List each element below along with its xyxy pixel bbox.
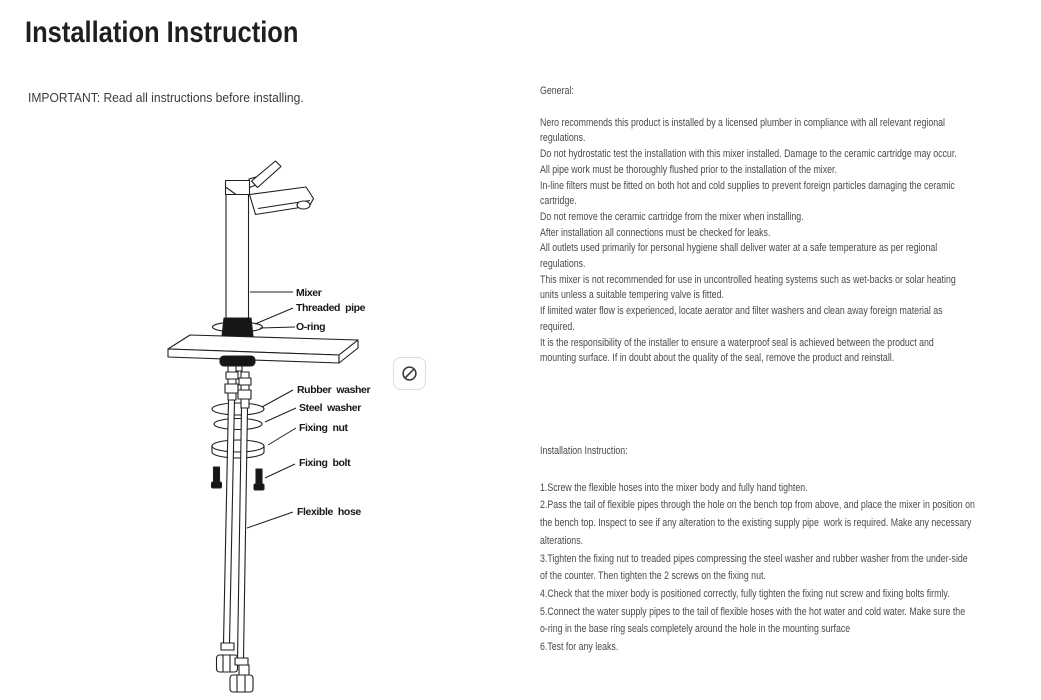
diagram-label-fixing-bolt: Fixing bolt — [299, 457, 351, 469]
text-line: All pipe work must be thoroughly flushed prior to the installation of the mixer. — [540, 163, 837, 176]
installation-heading: Installation Instruction: — [540, 445, 628, 457]
text-line: 3.Tighten the fixing nut to treaded pipes compressing the steel washer and rubber washer from the under-side — [540, 552, 968, 565]
text-line: o-ring in the base ring seals completely around the hole in the mounting surface — [540, 623, 851, 636]
circle-slash-icon — [401, 365, 418, 382]
text-line: This mixer is not recommended for use in uncontrolled heating systems such as wet-backs or solar heating — [540, 273, 956, 286]
text-line: 1.Screw the flexible hoses into the mixer body and fully hand tighten. — [540, 481, 808, 494]
text-line: In-line filters must be fitted on both hot and cold supplies to prevent foreign particles damaging the ceramic — [540, 179, 955, 192]
steel-washer-part — [214, 419, 262, 430]
faucet-body — [226, 181, 250, 321]
text-line: alterations. — [540, 534, 584, 547]
text-line: After installation all connections must be checked for leaks. — [540, 226, 771, 239]
text-line: 5.Connect the water supply pipes to the tail of flexible hoses with the hot water and cold water. Make sure the — [540, 605, 966, 618]
diagram-label-rubber-washer: Rubber washer — [297, 384, 371, 396]
spout-aerator — [297, 201, 310, 209]
text-line: All outlets used primarily for personal hygiene shall deliver water at a safe temperature as per regional — [540, 242, 938, 255]
text-line: units unless a suitable tempering valve is fitted. — [540, 289, 724, 302]
faucet-handle — [249, 161, 281, 188]
faucet-installation-diagram — [120, 150, 440, 700]
diagram-label-mixer: Mixer — [296, 287, 322, 299]
diagram-label-flexible-hose: Flexible hose — [297, 506, 361, 518]
text-line: the bench top. Inspect to see if any alteration to the existing supply pipe work is required. Make any necessary — [540, 517, 972, 530]
text-line: of the counter. Then tighten the 2 screws on the fixing nut. — [540, 570, 766, 583]
fixing-nut-part — [212, 440, 264, 458]
general-heading: General: — [540, 85, 574, 97]
rubber-washer-part — [212, 403, 264, 415]
text-line: regulations. — [540, 132, 586, 145]
text-line: Nero recommends this product is installed by a licensed plumber in compliance with all relevant regional — [540, 116, 945, 129]
installation-section — [540, 444, 1040, 657]
general-section — [540, 84, 1040, 367]
base-flange — [220, 356, 255, 371]
text-line: mounting surface. If in doubt about the quality of the seal, remove the product and reinstall. — [540, 352, 895, 365]
blocked-content-button[interactable] — [393, 357, 426, 390]
faucet-spout — [250, 187, 314, 215]
text-line: cartridge. — [540, 195, 577, 208]
fixing-bolts — [212, 467, 265, 490]
diagram-label-steel-washer: Steel washer — [299, 402, 361, 414]
text-line: If limited water flow is experienced, locate aerator and filter washers and clean away foreign material as — [540, 305, 943, 318]
text-line: 2.Pass the tail of flexible pipes through the hole on the bench top from above, and place the mixer in position on — [540, 499, 975, 512]
page-title: Installation Instruction — [25, 16, 299, 49]
text-line: Do not hydrostatic test the installation with this mixer installed. Damage to the ceramic cartridge may occur. — [540, 148, 957, 161]
countertop-slab — [168, 335, 358, 363]
text-line: It is the responsibility of the installer to ensure a waterproof seal is achieved between the product and — [540, 336, 934, 349]
diagram-label-o-ring: O-ring — [296, 321, 326, 333]
installation-steps — [540, 480, 1040, 657]
diagram-label-threaded-pipe: Threaded pipe — [296, 302, 366, 314]
text-line: 6.Test for any leaks. — [540, 641, 619, 654]
text-line: required. — [540, 320, 575, 333]
general-text — [540, 116, 1040, 367]
text-line: Do not remove the ceramic cartridge from the mixer when installing. — [540, 210, 804, 223]
diagram-label-fixing-nut: Fixing nut — [299, 422, 348, 434]
text-line: regulations. — [540, 258, 586, 271]
important-note: IMPORTANT: Read all instructions before installing. — [28, 90, 304, 105]
text-line: 4.Check that the mixer body is positioned correctly, fully tighten the fixing nut screw and fixing bolts firmly. — [540, 587, 950, 600]
